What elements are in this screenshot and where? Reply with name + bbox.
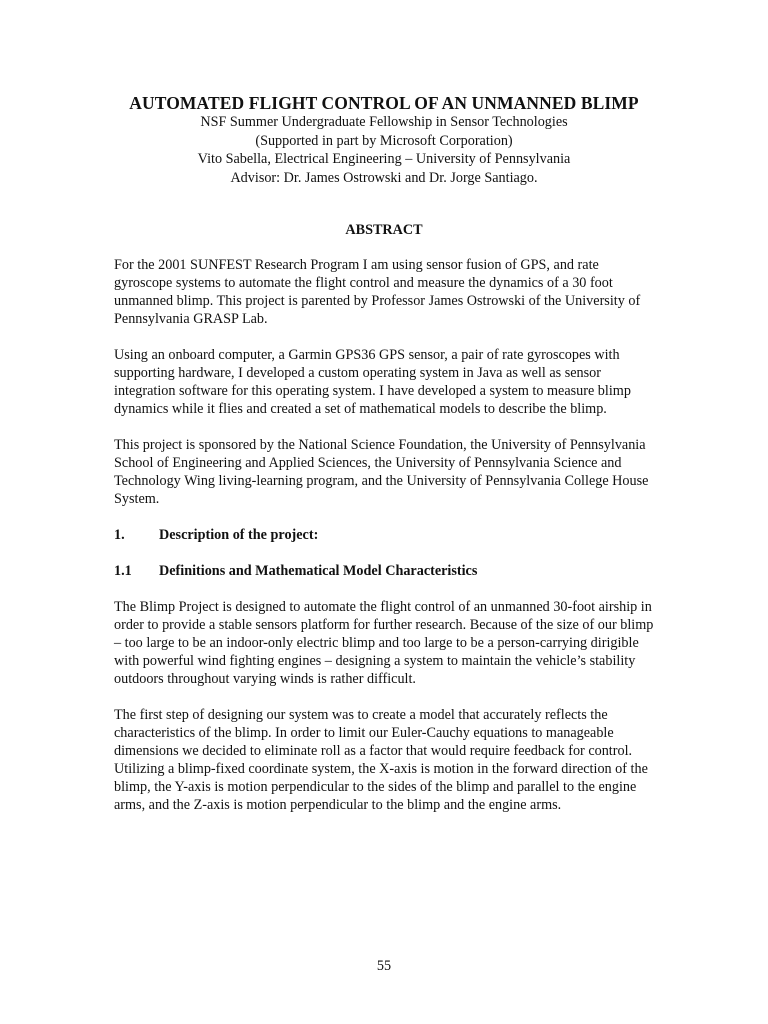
- section-1-1-heading: [114, 562, 659, 580]
- abstract-paragraph: Using an onboard computer, a Garmin GPS36 GPS sensor, a pair of rate gyroscopes with supporting hardware, I developed a custom operating system in Java as well as sensor integration software for this operating system. I have developed a system to measure blimp dynamics while it flies and created a set of mathematical models to describe the blimp.: [114, 347, 631, 417]
- paper-body: [114, 256, 659, 832]
- body-paragraph: The Blimp Project is designed to automate the flight control of an unmanned 30-foot airship in order to provide a stable sensors platform for further research. Because of the size of our blimp – too large to be an indoor-only electric blimp and too large to be a person-carrying dirigible with powerful wind fighting engines – designing a system to maintain the vehicle’s stability outdoors throughout varying winds is rather difficult.: [114, 599, 654, 687]
- section-title: Description of the project:: [159, 527, 319, 543]
- abstract-paragraph: For the 2001 SUNFEST Research Program I am using sensor fusion of GPS, and rate gyroscope systems to automate the flight control and measure the dynamics of a 30 foot unmanned blimp. This project is parented by Professor James Ostrowski of the University of Pennsylvania GRASP Lab.: [114, 257, 641, 327]
- fellowship-line: NSF Summer Undergraduate Fellowship in Sensor Technologies: [200, 114, 568, 130]
- advisor-line: Advisor: Dr. James Ostrowski and Dr. Jorge Santiago.: [230, 169, 538, 186]
- support-line: (Supported in part by Microsoft Corporation): [255, 132, 513, 149]
- paper-title: AUTOMATED FLIGHT CONTROL OF AN UNMANNED BLIMP: [129, 93, 639, 113]
- abstract-heading: ABSTRACT: [345, 222, 423, 238]
- paper-header: [0, 93, 768, 187]
- author-line: Vito Sabella, Electrical Engineering – University of Pennsylvania: [197, 151, 571, 167]
- section-1-heading: [114, 526, 659, 544]
- section-number: 1.: [114, 527, 125, 543]
- page-number: 55: [376, 958, 392, 974]
- body-paragraph: The first step of designing our system was to create a model that accurately reflects the characteristics of the blimp. In order to limit our Euler-Cauchy equations to manageable dimensions we decided to eliminate roll as a factor that would require feedback for control. Utilizing a blimp-fixed coordinate system, the X-axis is motion in the forward direction of the blimp, the Y-axis is motion perpendicular to the sides of the blimp and parallel to the engine arms, and the Z-axis is motion perpendicular to the blimp and the engine arms.: [114, 707, 648, 813]
- section-number: 1.1: [114, 563, 132, 579]
- section-title: Definitions and Mathematical Model Characteristics: [159, 563, 478, 579]
- abstract-paragraph: This project is sponsored by the National Science Foundation, the University of Pennsylvania School of Engineering and Applied Sciences, the University of Pennsylvania Science and Technology Wing living-learning program, and the University of Pennsylvania College House System.: [114, 437, 649, 507]
